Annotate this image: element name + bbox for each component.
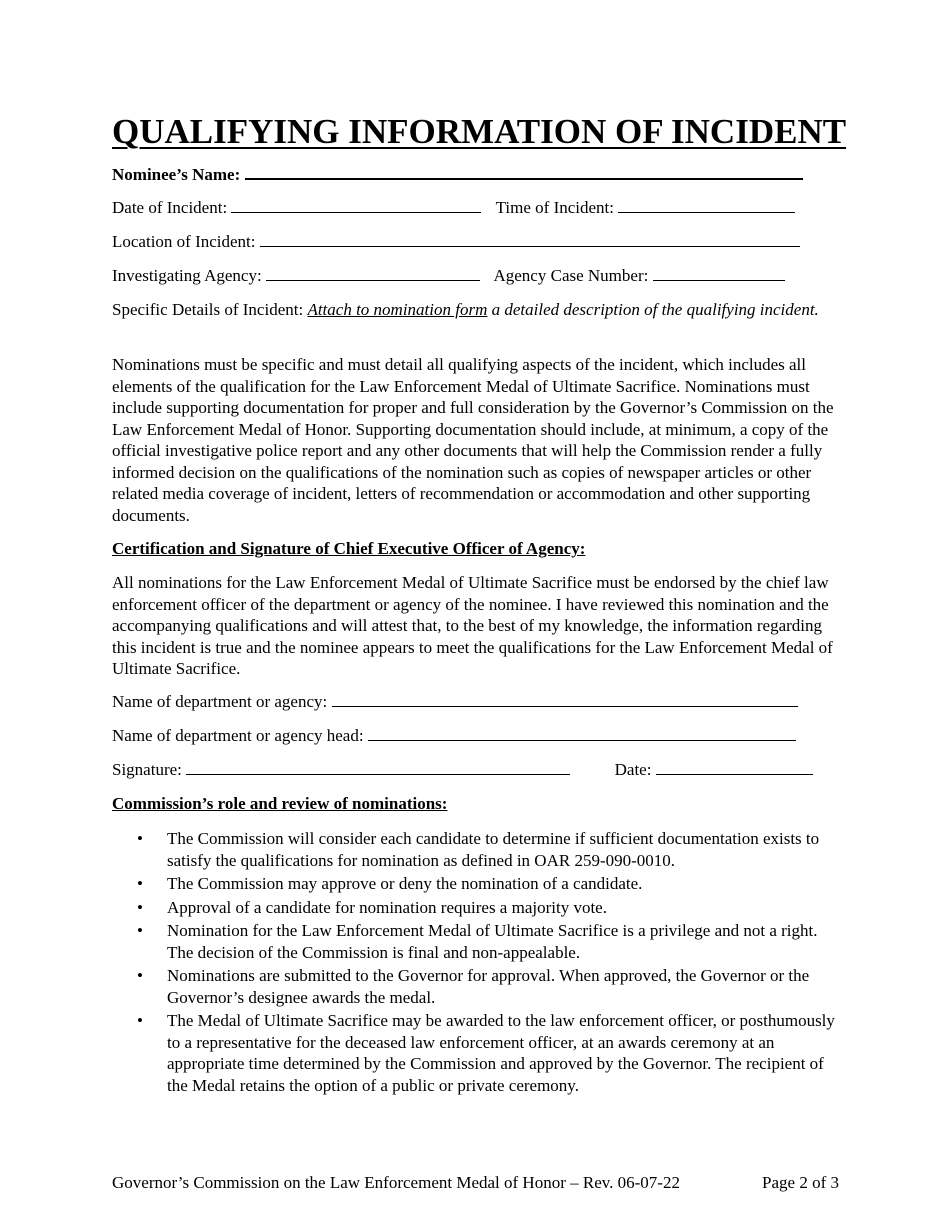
location-row	[112, 231, 838, 253]
nominations-paragraph: Nominations must be specific and must detail all qualifying aspects of the incident, which includes all elements of the qualification for the Law Enforcement Medal of Ultimate Sacrifice. Nominations must include supporting documentation for proper and full consideration by the Governor’s Commission on the Law Enforcement Medal of Honor. Supporting documentation should include, at minimum, a copy of the official investigative police report and any other documents that will help the Commission render a fully informed decision on the qualifications of the nomination such as copies of newspaper articles or other related media coverage of incident, letters of recommendation or accommodation and other supporting documents.	[112, 355, 834, 525]
nominee-name-label: Nominee’s Name:	[112, 165, 241, 184]
signature-field[interactable]	[186, 759, 570, 775]
location-of-incident-field[interactable]	[260, 231, 800, 247]
list-item: • The Commission may approve or deny the nomination of a candidate.	[137, 874, 643, 893]
footer-left-text: Governor’s Commission on the Law Enforcement Medal of Honor – Rev. 06-07-22	[112, 1173, 680, 1192]
certification-heading: Certification and Signature of Chief Executive Officer of Agency:	[112, 539, 586, 558]
signature-date-label: Date:	[614, 760, 652, 779]
time-of-incident-field[interactable]	[618, 197, 795, 213]
department-name-label: Name of department or agency:	[112, 692, 328, 711]
signature-label: Signature:	[112, 760, 182, 779]
commission-heading: Commission’s role and review of nominations:	[112, 794, 448, 813]
nominee-name-field[interactable]	[245, 163, 803, 180]
specific-details-label: Specific Details of Incident:	[112, 300, 304, 319]
investigating-agency-label: Investigating Agency:	[112, 266, 262, 285]
signature-date-field[interactable]	[656, 759, 813, 775]
department-head-row	[112, 725, 838, 747]
page-number: Page 2 of 3	[762, 1173, 839, 1192]
list-item: • Approval of a candidate for nomination requires a majority vote.	[137, 897, 607, 917]
list-item: • Nomination for the Law Enforcement Medal of Ultimate Sacrifice is a privilege and not a right. The decision of the Commission is final and non-appealable.	[137, 921, 818, 962]
department-head-label: Name of department or agency head:	[112, 726, 364, 745]
certification-paragraph: All nominations for the Law Enforcement Medal of Ultimate Sacrifice must be endorsed by the chief law enforcement officer of the department or agency of the nominee. I have reviewed this nomination and the accompanying qualifications and will attest that, to the best of my knowledge, the information regarding this incident is true and the nominee appears to meet the qualifications for the Law Enforcement Medal of Ultimate Sacrifice.	[112, 573, 833, 678]
time-of-incident-label: Time of Incident:	[495, 198, 615, 217]
agency-case-number-field[interactable]	[653, 265, 785, 281]
bullet-icon: •	[137, 966, 143, 985]
nominee-name-row	[112, 163, 838, 186]
commission-bullet-list	[112, 828, 838, 1098]
specific-details	[112, 299, 838, 321]
bullet-icon: •	[137, 921, 143, 940]
investigating-agency-field[interactable]	[266, 265, 480, 281]
list-item: • The Medal of Ultimate Sacrifice may be awarded to the law enforcement officer, or posthumously to a representative for the deceased law enforcement officer, at an awards ceremony at an appropriate time determined by the Commission and approved by the Governor. The recipient of the Medal retains the option of a public or private ceremony.	[137, 1011, 835, 1095]
location-of-incident-label: Location of Incident:	[112, 232, 256, 251]
date-of-incident-label: Date of Incident:	[112, 198, 228, 217]
list-item: • Nominations are submitted to the Governor for approval. When approved, the Governor or the Governor’s designee awards the medal.	[137, 966, 810, 1007]
attach-form-text: Attach to nomination form	[307, 300, 488, 319]
bullet-icon: •	[137, 874, 143, 893]
department-name-row	[112, 691, 838, 713]
department-name-field[interactable]	[332, 691, 798, 707]
page-title: QUALIFYING INFORMATION OF INCIDENT	[112, 112, 847, 151]
date-time-row	[112, 197, 838, 219]
bullet-icon: •	[137, 1011, 143, 1030]
signature-row	[112, 759, 838, 781]
list-item: • The Commission will consider each candidate to determine if sufficient documentation exists to satisfy the qualifications for nomination as defined in OAR 259-090-0010.	[137, 829, 820, 870]
agency-case-number-label: Agency Case Number:	[493, 266, 649, 285]
bullet-icon: •	[137, 897, 143, 917]
department-head-field[interactable]	[368, 725, 796, 741]
date-of-incident-field[interactable]	[231, 197, 481, 213]
agency-row	[112, 265, 838, 287]
bullet-icon: •	[137, 829, 143, 848]
specific-details-rest: a detailed description of the qualifying incident.	[491, 300, 819, 319]
page-footer	[112, 1172, 839, 1194]
